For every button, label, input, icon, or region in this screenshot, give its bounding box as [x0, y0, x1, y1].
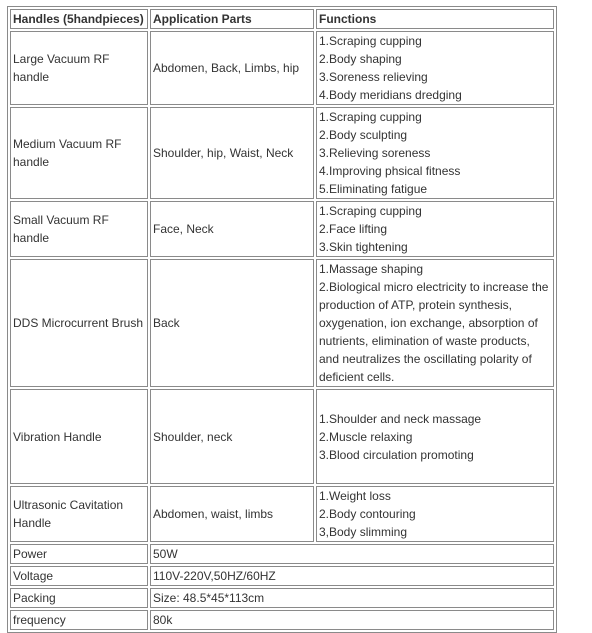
specification-table-body — [10, 9, 554, 630]
spec-sheet — [7, 6, 557, 633]
function-item: 2.Muscle relaxing — [319, 429, 413, 444]
spec-value-cell: 110V-220V,50HZ/60HZ — [150, 566, 554, 586]
spec-row — [10, 566, 554, 586]
function-item: 1.Weight loss — [319, 489, 391, 503]
handle-name-cell: Medium Vacuum RF handle — [10, 107, 148, 199]
function-item: 2.Biological micro electricity to increase the production of ATP, protein synthesis, oxygenation, ion exchange, absorption of nutrients, elimination of waste products, and neutralizes the oscillating polarity of deficient cells. — [319, 280, 549, 384]
handle-name-cell: Large Vacuum RF handle — [10, 31, 148, 105]
handle-name-cell: Ultrasonic Cavitation Handle — [10, 486, 148, 542]
application-parts-cell: Abdomen, Back, Limbs, hip — [150, 31, 314, 105]
functions-cell — [316, 389, 554, 484]
functions-cell — [316, 259, 554, 387]
functions-cell — [316, 486, 554, 542]
header-handles: Handles (5handpieces) — [10, 9, 148, 29]
function-item: 1.Massage shaping — [319, 262, 424, 276]
table-row — [10, 486, 554, 542]
application-parts-cell: Back — [150, 259, 314, 387]
table-row — [10, 31, 554, 105]
spec-value-cell: 80k — [150, 610, 554, 630]
spec-value-cell: 50W — [150, 544, 554, 564]
application-parts-cell: Abdomen, waist, limbs — [150, 486, 314, 542]
function-item: 3.Blood circulation promoting — [319, 447, 474, 462]
function-item: 4.Body meridians dredging — [319, 88, 462, 102]
application-parts-cell: Shoulder, neck — [150, 389, 314, 484]
function-item: 1.Scraping cupping — [319, 204, 422, 218]
handle-name-cell: Small Vacuum RF handle — [10, 201, 148, 257]
table-row — [10, 259, 554, 387]
header-application-parts: Application Parts — [150, 9, 314, 29]
spec-value-cell: Size: 48.5*45*113cm — [150, 588, 554, 608]
function-item: 2.Body shaping — [319, 52, 402, 66]
function-item: 5.Eliminating fatigue — [319, 182, 428, 196]
handle-name-cell: DDS Microcurrent Brush — [10, 259, 148, 387]
function-item: 3,Body slimming — [319, 525, 408, 539]
application-parts-cell: Shoulder, hip, Waist, Neck — [150, 107, 314, 199]
functions-cell — [316, 201, 554, 257]
function-item: 2.Face lifting — [319, 222, 388, 236]
function-item: 1.Scraping cupping — [319, 110, 422, 124]
function-item: 4.Improving phsical fitness — [319, 164, 461, 178]
spec-label-cell: frequency — [10, 610, 148, 630]
function-item: 2.Body contouring — [319, 507, 416, 521]
application-parts-cell: Face, Neck — [150, 201, 314, 257]
specification-table — [7, 6, 557, 633]
table-header-row — [10, 9, 554, 29]
function-item: 2.Body sculpting — [319, 128, 408, 142]
functions-cell — [316, 31, 554, 105]
header-functions: Functions — [316, 9, 554, 29]
table-row — [10, 107, 554, 199]
spec-row — [10, 610, 554, 630]
table-row — [10, 389, 554, 484]
spec-row — [10, 544, 554, 564]
table-row — [10, 201, 554, 257]
spec-row — [10, 588, 554, 608]
handle-name-cell: Vibration Handle — [10, 389, 148, 484]
spec-label-cell: Packing — [10, 588, 148, 608]
function-item: 3.Soreness relieving — [319, 70, 428, 84]
function-item: 3.Relieving soreness — [319, 146, 431, 160]
spec-label-cell: Power — [10, 544, 148, 564]
function-item: 1.Shoulder and neck massage — [319, 411, 482, 426]
functions-cell — [316, 107, 554, 199]
spec-label-cell: Voltage — [10, 566, 148, 586]
function-item: 1.Scraping cupping — [319, 34, 422, 48]
function-item: 3.Skin tightening — [319, 240, 408, 254]
